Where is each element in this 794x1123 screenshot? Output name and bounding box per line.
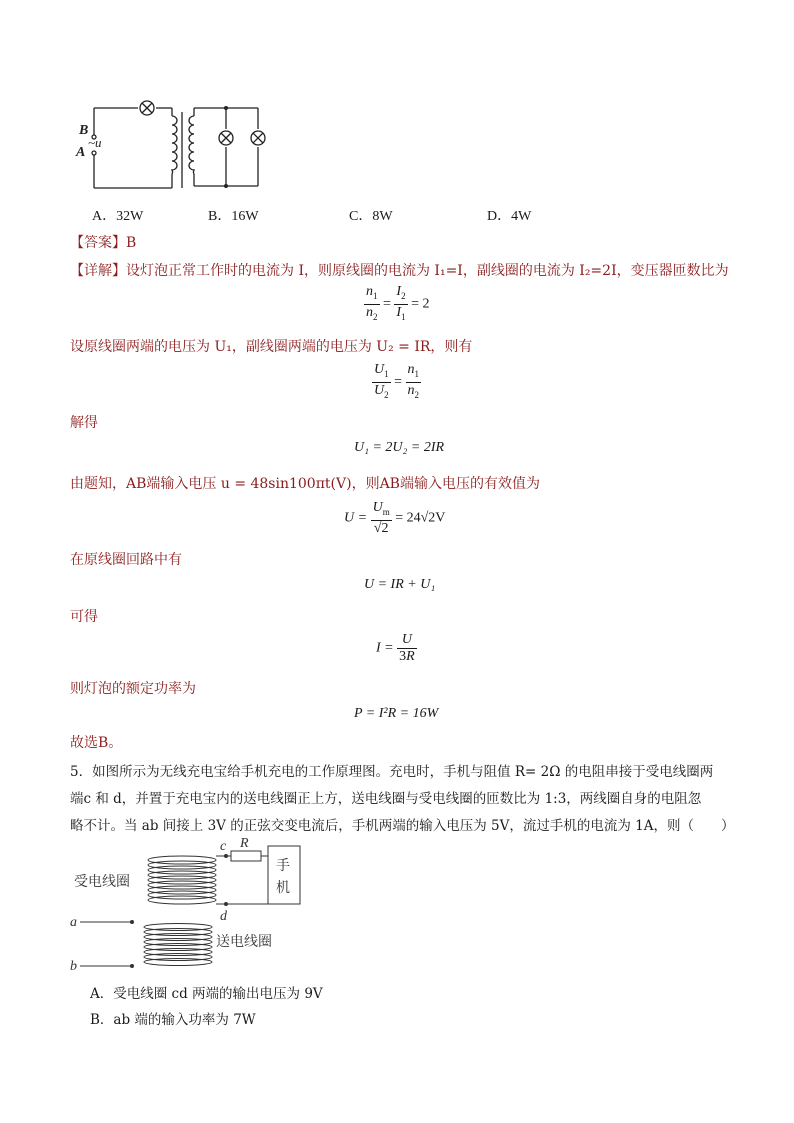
- formula-voltage-ratio: $\frac{U_1}{U_2}$ = $\frac{n_1}{n_2}$: [372, 362, 421, 403]
- fraction-u-3r: $\frac{U}{3R}$: [399, 632, 415, 664]
- terminal-b-label-fig2: b: [70, 959, 77, 974]
- formula-u1: U₁ = 2U₂ = 2IR: [354, 440, 445, 455]
- question-5-line-1: 5．如图所示为无线充电宝给手机充电的工作原理图。充电时，手机与阻值 R= 2Ω 的电阻串接于受电线圈两: [70, 764, 714, 780]
- sending-coil-label: 送电线圈: [216, 934, 272, 950]
- terminal-c-label: c: [220, 839, 227, 854]
- choice-d: D．4W: [487, 209, 532, 224]
- choice-a: A．32W: [92, 209, 144, 224]
- source-u-label: ~u: [88, 135, 102, 150]
- q5-choice-a: A．受电线圈 cd 两端的输出电压为 9V: [90, 986, 323, 1002]
- question-5-line-3: 略不计。当 ab 间接上 3V 的正弦交变电流后，手机两端的输入电压为 5V，流过手机的电流为 1A，则（ ）: [70, 818, 735, 834]
- formula-effective-voltage: [344, 500, 445, 537]
- fraction-u1-u2: $\frac{U_1}{U_2}$: [374, 362, 389, 400]
- formula-turns-ratio-rhs: = 2: [411, 296, 430, 312]
- receiving-coil-label: 受电线圈: [74, 874, 130, 890]
- wireless-charger-figure: [66, 836, 326, 976]
- phone-label-2: 机: [276, 880, 290, 896]
- analysis-line-derive: 可得: [70, 609, 98, 625]
- analysis-intro: [70, 260, 729, 280]
- fraction-i2-i1: $\frac{I_2}{I_1}$: [396, 284, 406, 322]
- formula-effective-rhs: = 24√2V: [395, 510, 446, 526]
- answer-line: [70, 232, 136, 252]
- answer-value: B: [126, 235, 137, 251]
- fraction-n1-n2: $\frac{n_1}{n_2}$: [366, 284, 378, 322]
- analysis-line-power: 则灯泡的额定功率为: [70, 681, 196, 697]
- analysis-conclusion: 故选B。: [70, 735, 123, 751]
- fraction-n1-n2-b: $\frac{n_1}{n_2}$: [407, 362, 420, 400]
- analysis-line-input-voltage: 由题知，AB端输入电压 u = 48sin100πt(V)，则AB端输入电压的有效值为: [70, 476, 540, 492]
- choice-c: C．8W: [349, 209, 393, 224]
- terminal-d-label: d: [220, 909, 227, 924]
- formula-effective-lhs: U =: [344, 510, 368, 526]
- terminal-a-label-fig2: a: [70, 915, 77, 930]
- formula-turns-ratio: $\frac{n_1}{n_2}$ = $\frac{I_2}{I_1}$ = 2: [364, 284, 429, 325]
- phone-label-1: 手: [276, 858, 290, 874]
- answer-tag: 【答案】: [70, 235, 126, 251]
- formula-power: P = I²R = 16W: [354, 706, 439, 721]
- analysis-tag: 【详解】: [70, 263, 126, 279]
- terminal-b-label: B: [79, 123, 89, 138]
- analysis-line-loop: 在原线圈回路中有: [70, 552, 182, 568]
- question-5-line-2: 端c 和 d，并置于充电宝内的送电线圈正上方，送电线圈与受电线圈的匝数比为 1:3，两线圈自身的电阻忽: [70, 791, 702, 807]
- resistor-label: R: [240, 836, 249, 851]
- choice-b: B．16W: [208, 209, 259, 224]
- analysis-intro-text: 设灯泡正常工作时的电流为 I，则原线圈的电流为 I₁=I，副线圈的电流为 I₂=2I，变压器匝数比为: [126, 263, 729, 279]
- transformer-circuit-figure: [70, 98, 280, 194]
- q5-choice-b: B．ab 端的输入功率为 7W: [90, 1012, 256, 1028]
- analysis-line-voltages: 设原线圈两端的电压为 U₁，副线圈两端的电压为 U₂ = IR，则有: [70, 339, 473, 355]
- formula-current-lhs: I =: [376, 640, 394, 656]
- fraction-um-sqrt2: $\frac{U_m}{√2}$: [372, 500, 390, 536]
- terminal-a-label: A: [76, 145, 86, 160]
- analysis-solve: 解得: [70, 415, 98, 431]
- formula-current: [376, 632, 417, 665]
- formula-loop: U = IR + U₁: [364, 577, 436, 592]
